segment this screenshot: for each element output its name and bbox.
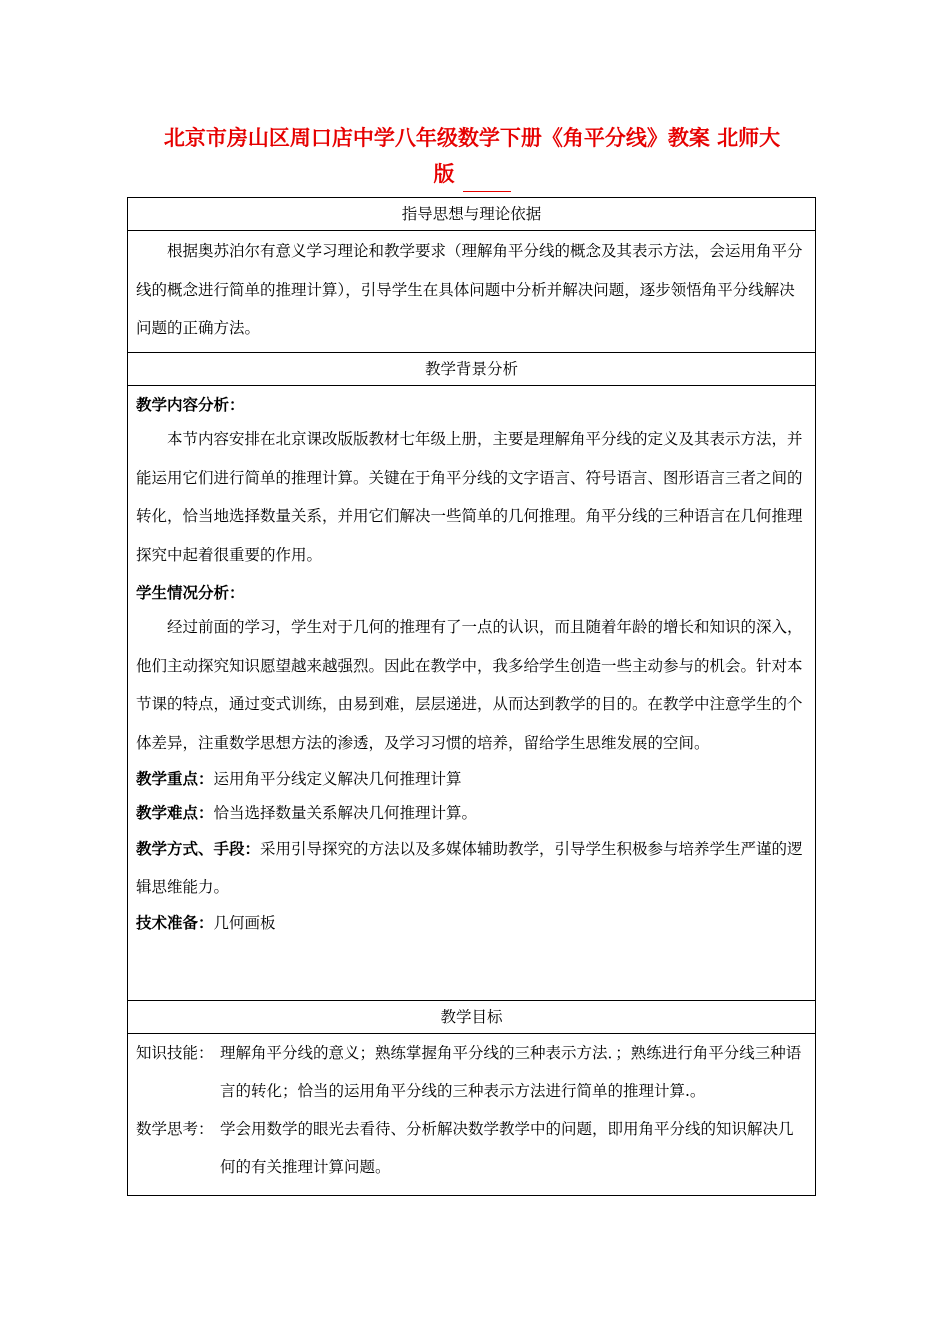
method-label: 教学方式、手段： — [136, 839, 261, 858]
method-text: 采用引导探究的方法以及多媒体辅助教学，引导学生积极参与培养学生严谨的逻辑思维能力。 — [136, 840, 803, 896]
title-line-1: 北京市房山区周口店中学八年级数学下册《角平分线》教案 北师大 — [163, 126, 781, 150]
goal-header: 教学目标 — [128, 1001, 816, 1034]
difficult-label: 教学难点： — [136, 803, 214, 822]
tech-prep — [136, 906, 807, 940]
title-line-2: 版 — [433, 162, 455, 186]
goal2-label: 数学思考： — [136, 1120, 214, 1138]
student-text: 经过前面的学习，学生对于几何的推理有了一点的认识，而且随着年龄的增长和知识的深入，他们主动探究知识愿望越来越强烈。因此在教学中，我多给学生创造一些主动参与的机会。针对本节课的特点，通过变式训练，由易到难，层层递进，从而达到教学的目的。在教学中注意学生的个体差异，注重数学思想方法的渗透，及学习习惯的培养，留给学生思维发展的空间。 — [136, 618, 803, 752]
document-title — [128, 120, 816, 192]
title-underline-blank — [463, 169, 511, 192]
guide-text: 根据奥苏泊尔有意义学习理论和教学要求（理解角平分线的概念及其表示方法，会运用角平分线的概念进行简单的推理计算），引导学生在具体问题中分析并解决问题，逐步领悟角平分线解决问题的正确方法。 — [136, 242, 803, 337]
lesson-plan-table — [127, 197, 816, 1196]
key-point — [136, 762, 807, 796]
difficult-text: 恰当选择数量关系解决几何推理计算。 — [213, 804, 478, 822]
guide-header: 指导思想与理论依据 — [128, 198, 816, 231]
goal-thinking — [136, 1110, 807, 1186]
content-label: 教学内容分析： — [136, 395, 245, 414]
guide-cell — [128, 231, 816, 353]
goal2-text: 学会用数学的眼光去看待、分析解决数学教学中的问题，即用角平分线的知识解决几何的有关推理计算问题。 — [220, 1120, 794, 1176]
background-header: 教学背景分析 — [128, 353, 816, 386]
tech-label: 技术准备： — [136, 913, 214, 932]
content-text: 本节内容安排在北京课改版版教材七年级上册，主要是理解角平分线的定义及其表示方法，并能运用它们进行简单的推理计算。关键在于角平分线的文字语言、符号语言、图形语言三者之间的转化，恰当地选择数量关系，并用它们解决一些简单的几何推理。角平分线的三种语言在几何推理探究中起着很重要的作用。 — [136, 430, 803, 564]
background-cell — [128, 386, 816, 1001]
goal1-text: 理解角平分线的意义；熟练掌握角平分线的三种表示方法．；熟练进行角平分线三种语言的转化；恰当的运用角平分线的三种表示方法进行简单的推理计算.。 — [220, 1044, 802, 1100]
student-label: 学生情况分析： — [136, 583, 245, 602]
goal1-label: 知识技能： — [136, 1044, 214, 1062]
difficult-point — [136, 796, 807, 830]
key-text: 运用角平分线定义解决几何推理计算 — [213, 770, 462, 788]
key-label: 教学重点： — [136, 769, 214, 788]
tech-text: 几何画板 — [213, 914, 276, 932]
goal-cell — [128, 1034, 816, 1196]
method — [136, 830, 807, 906]
goal-knowledge — [136, 1034, 807, 1110]
